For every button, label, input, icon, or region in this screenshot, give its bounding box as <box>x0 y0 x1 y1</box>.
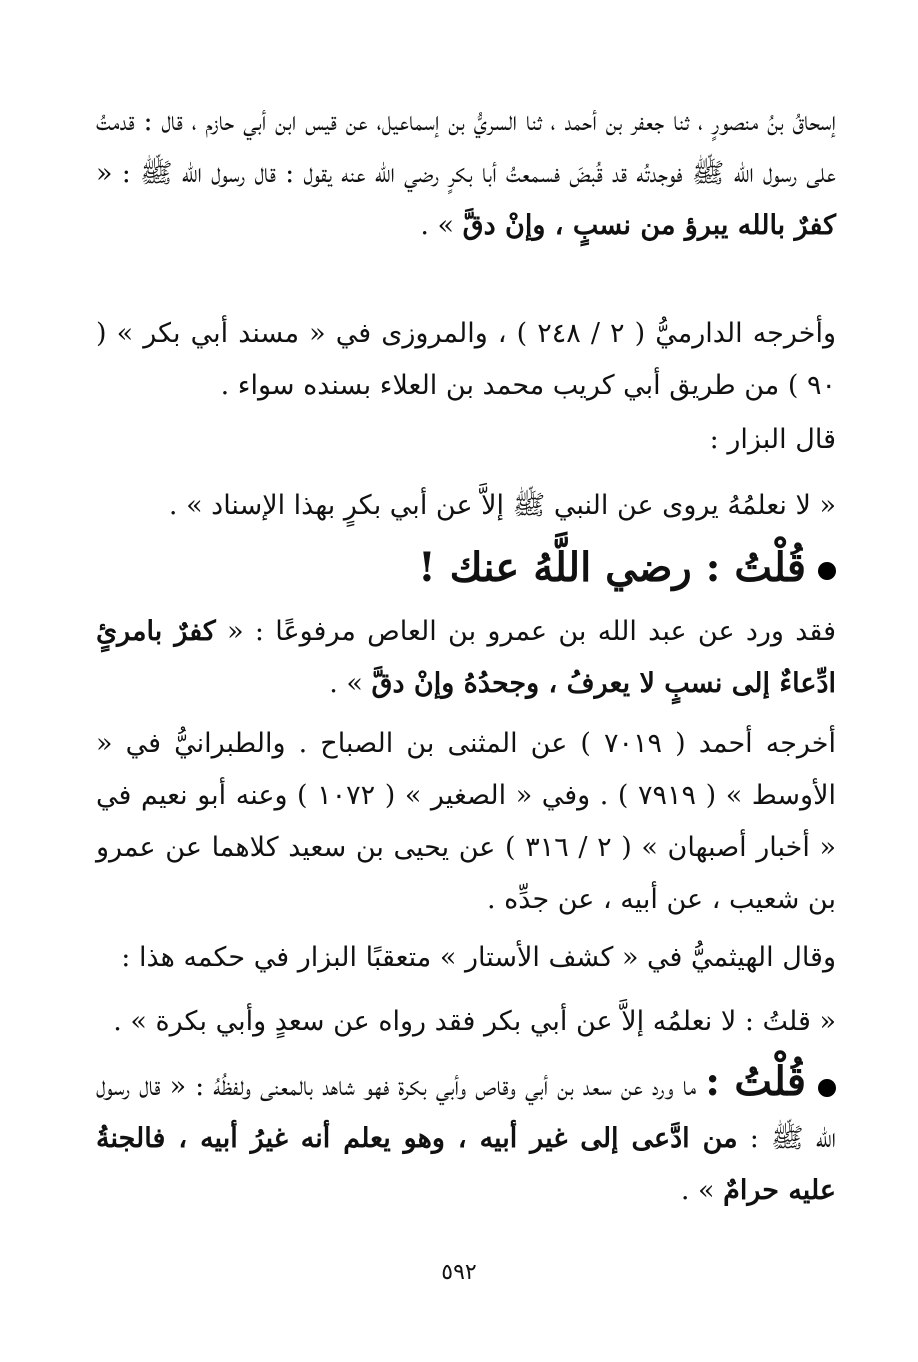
hadith-text-bold: من ادَّعى إلى غير أبيه ، وهو يعلم أنه غيرُ أبيه ، فالجنةُ عليه حرامٌ <box>96 1123 836 1206</box>
paragraph-text-end: » . <box>329 668 372 699</box>
paragraph-text: إسحاقُ بنُ منصورٍ ، ثنا جعفر بن أحمد ، ثنا السريُّ بن إسماعيل، عن قيس ابن أبي حازم ، قال : قدمتُ على رسول الله ﷺ فوجدتُه قد قُبضَ فسمعتُ أبا بكرٍ رضي الله عنه يقول : قال رسول الله ﷺ : « <box>96 106 836 189</box>
hadith-text-bold: كفرٌ بالله يبرؤ من نسبٍ ، وإنْ دقَّ <box>462 210 836 241</box>
paragraph-saad-hadith <box>96 1056 836 1217</box>
qult-label: قُلْتُ : <box>705 1058 806 1105</box>
paragraph-haythami: وقال الهيثميُّ في « كشف الأستار » متعقبًا البزار في حكمه هذا : <box>121 942 836 973</box>
paragraph-text: ما ورد عن سعد بن أبي وقاص وأبي بكرة فهو شاهد بالمعنى ولفظُهُ : « قال رسول الله ﷺ : <box>96 1071 836 1154</box>
paragraph-bazzar-label: قال البزار : <box>709 424 836 455</box>
paragraph-text-end: » . <box>420 210 463 241</box>
paragraph-takhrij-darimi: وأخرجه الدارميُّ ( ٢ / ٢٤٨ ) ، والمروزى في « مسند أبي بكر » ( ٩٠ ) من طريق أبي كريب محمد بن العلاء بسنده سواء . <box>96 318 837 401</box>
paragraph-haythami-quote: « قلتُ : لا نعلمُه إلاَّ عن أبي بكر فقد رواه عن سعدٍ وأبي بكرة » . <box>113 1006 836 1037</box>
hadith-text-bold: كفرٌ بامرئٍ ادِّعاءٌ إلى نسبٍ لا يعرفُ ، وجحدُهُ وإنْ دقَّ <box>96 616 836 699</box>
bullet-icon <box>818 562 836 580</box>
paragraph-bazzar-quote: « لا نعلمُهُ يروى عن النبي ﷺ إلاَّ عن أبي بكرٍ بهذا الإسناد » . <box>168 490 836 521</box>
paragraph-hadith-ibn-amr <box>96 606 836 710</box>
paragraph-text-end: » . <box>680 1175 724 1206</box>
section-heading <box>96 538 836 598</box>
paragraph-hadith-abubakr <box>96 96 836 252</box>
paragraph-takhrij-ahmad: أخرجه أحمد ( ٧٠١٩ ) عن المثنى بن الصباح . والطبرانيُّ في « الأوسط » ( ٧٩١٩ ) . وفي « الصغير » ( ١٠٧٢ ) وعنه أبو نعيم في « أخبار أصبهان » ( ٢ / ٣١٦ ) عن يحيى بن سعيد كلاهما عن عمرو بن شعيب ، عن أبيه ، عن جدِّه . <box>96 728 836 915</box>
bullet-icon <box>818 1079 836 1097</box>
paragraph-text: فقد ورد عن عبد الله بن عمرو بن العاص مرفوعًا : « <box>215 616 836 647</box>
page-number: ٥٩٢ <box>441 1260 477 1285</box>
heading-text: قُلْتُ : رضي اللَّهُ عنك ! <box>418 544 806 591</box>
